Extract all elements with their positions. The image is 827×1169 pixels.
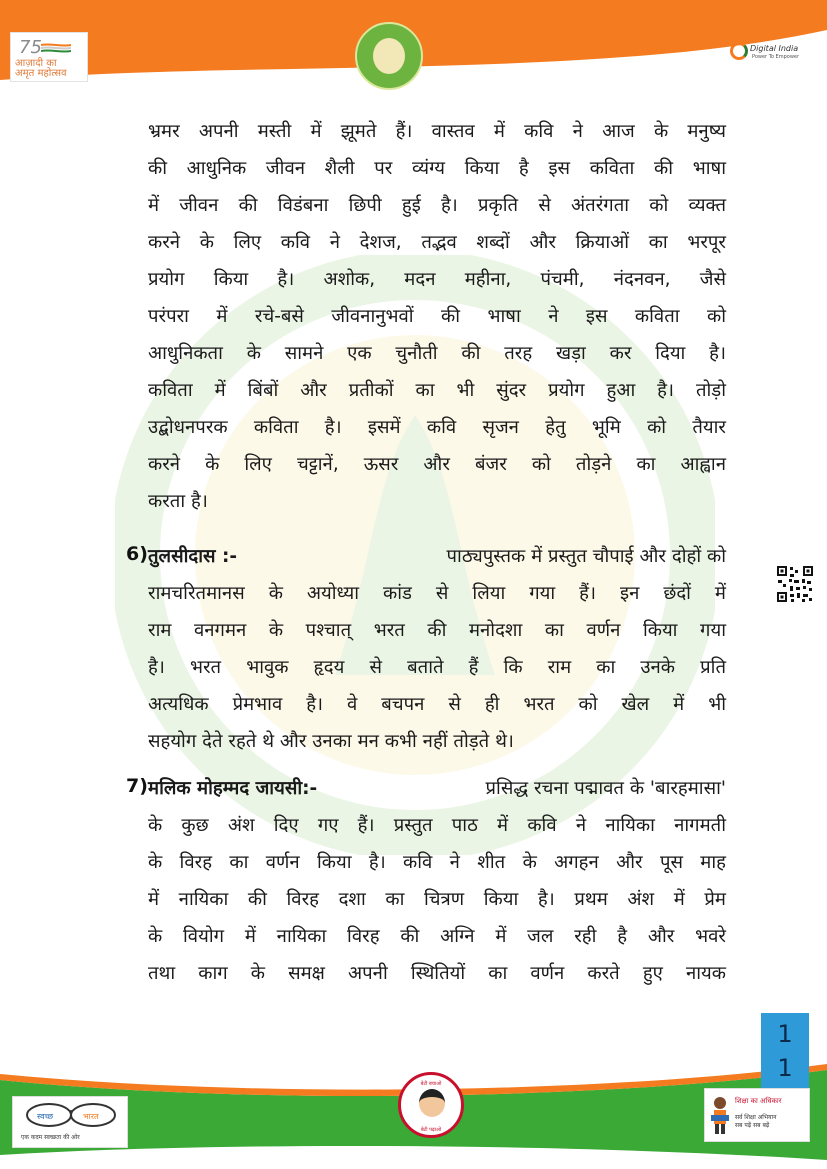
paragraph-line: सहयोग देते रहते थे और उनका मन कभी नहीं तोड़ते थे। <box>148 731 514 752</box>
section-number: 6) <box>126 543 148 565</box>
section-title: तुलसीदास :- <box>148 546 238 567</box>
paragraph-line: में जीवन की विडंबना छिपी हुई है। प्रकृति से अंतरंगता को व्यक्त <box>148 195 726 216</box>
paragraph-line: करने के लिए चट्टानें, ऊसर और बंजर को तोड़ने का आह्वान <box>148 454 726 475</box>
beti-bachao-text <box>401 1075 461 1135</box>
digital-india-title: Digital India <box>750 44 799 53</box>
shiksha-tagline-line1: सर्व शिक्षा अभियान <box>735 1114 777 1121</box>
paragraph-line: रामचरितमानस के अयोध्या कांड से लिया गया हैं। इन छंदों में <box>148 583 726 604</box>
paragraph-line: के कुछ अंश दिए गए हैं। प्रस्तुत पाठ में कवि ने नायिका नागमती <box>148 815 726 836</box>
paragraph-line: में नायिका की विरह दशा का चित्रण किया है। प्रथम अंश में प्रेम <box>148 889 726 910</box>
section-title: मलिक मोहम्मद जायसी:- <box>148 778 318 799</box>
logo-text-line1: आज़ादी का <box>15 58 57 69</box>
page-number-digit: 1 <box>777 1054 793 1082</box>
shiksha-title: शिक्षा का अधिकार <box>735 1097 782 1105</box>
paragraph-line: अत्यधिक प्रेमभाव है। वे बचपन से ही भरत को खेल में भी <box>148 694 726 715</box>
page-number-box <box>761 1013 809 1093</box>
swachh-tagline: एक कदम स्वच्छता की ओर <box>21 1134 80 1141</box>
shiksha-tagline <box>735 1113 776 1129</box>
section-heading-line <box>148 543 726 568</box>
paragraph-line: परंपरा में रचे-बसे जीवनानुभवों की भाषा ने इस कविता को <box>148 306 726 327</box>
paragraph-line: प्रयोग किया है। अशोक, मदन महीना, पंचमी, नंदनवन, जैसे <box>148 269 726 290</box>
paragraph-line: करने के लिए कवि ने देशज, तद्भव शब्दों और क्रियाओं का भरपूर <box>148 232 726 253</box>
paragraph-line: है। भरत भावुक हृदय से बताते हैं कि राम का उनके प्रति <box>148 657 726 678</box>
paragraph-line: राम वनगमन के पश्चात् भरत की मनोदशा का वर्णन किया गया <box>148 620 726 641</box>
paragraph-line: के विरह का वर्णन किया है। कवि ने शीत के अगहन और पूस माह <box>148 852 726 873</box>
paragraph-line: आधुनिकता के सामने एक चुनौती की तरह खड़ा कर दिया है। <box>148 343 726 364</box>
paragraph-line: भ्रमर अपनी मस्ती में झूमते हैं। वास्तव में कवि ने आज के मनुष्य <box>148 121 726 142</box>
bharat-word: भारत <box>83 1112 99 1121</box>
beti-bachao-logo <box>398 1072 464 1138</box>
paragraph-line: की आधुनिक जीवन शैली पर व्यंग्य किया है इस कविता की भाषा <box>148 158 726 179</box>
logo-number: 75 <box>19 37 42 58</box>
paragraph-line: उद्बोधनपरक कविता है। इसमें कवि सृजन हेतु भूमि को तैयार <box>148 417 726 438</box>
beti-bottom-text: बेटी पढ़ाओ <box>420 1127 442 1133</box>
child-reading-icon <box>709 1095 731 1135</box>
shiksha-tagline-line2: सब पढ़ें सब बढ़ें <box>735 1122 770 1129</box>
beti-top-text: बेटी बचाओ <box>420 1081 442 1087</box>
section-first-line-text: प्रसिद्ध रचना पद्मावत के 'बारहमासा' <box>485 778 726 799</box>
swachh-bharat-logo <box>12 1096 128 1148</box>
paragraph-line: कविता में बिंबों और प्रतीकों का भी सुंदर प्रयोग हुआ है। तोड़ो <box>148 380 726 401</box>
section-first-line-text: पाठ्यपुस्तक में प्रस्तुत चौपाई और दोहों को <box>446 546 726 567</box>
logo-text-line2: अमृत महोत्सव <box>15 68 67 79</box>
digital-india-tagline: Power To Empower <box>752 54 800 60</box>
gandhi-glasses-icon <box>21 1101 119 1127</box>
page-number-digit: 1 <box>777 1020 793 1048</box>
swachh-word: स्वच्छ <box>37 1112 54 1121</box>
section-number: 7) <box>126 775 148 797</box>
shiksha-ka-adhikar-logo <box>704 1088 810 1142</box>
section-heading-line <box>148 775 726 800</box>
paragraph-line: तथा काग के समक्ष अपनी स्थितियों का वर्णन करते हुए नायक <box>148 963 726 984</box>
paragraph-line: करता है। <box>148 491 208 512</box>
paragraph-line: के वियोग में नायिका विरह की अग्नि में जल रही है और भवरे <box>148 926 726 947</box>
